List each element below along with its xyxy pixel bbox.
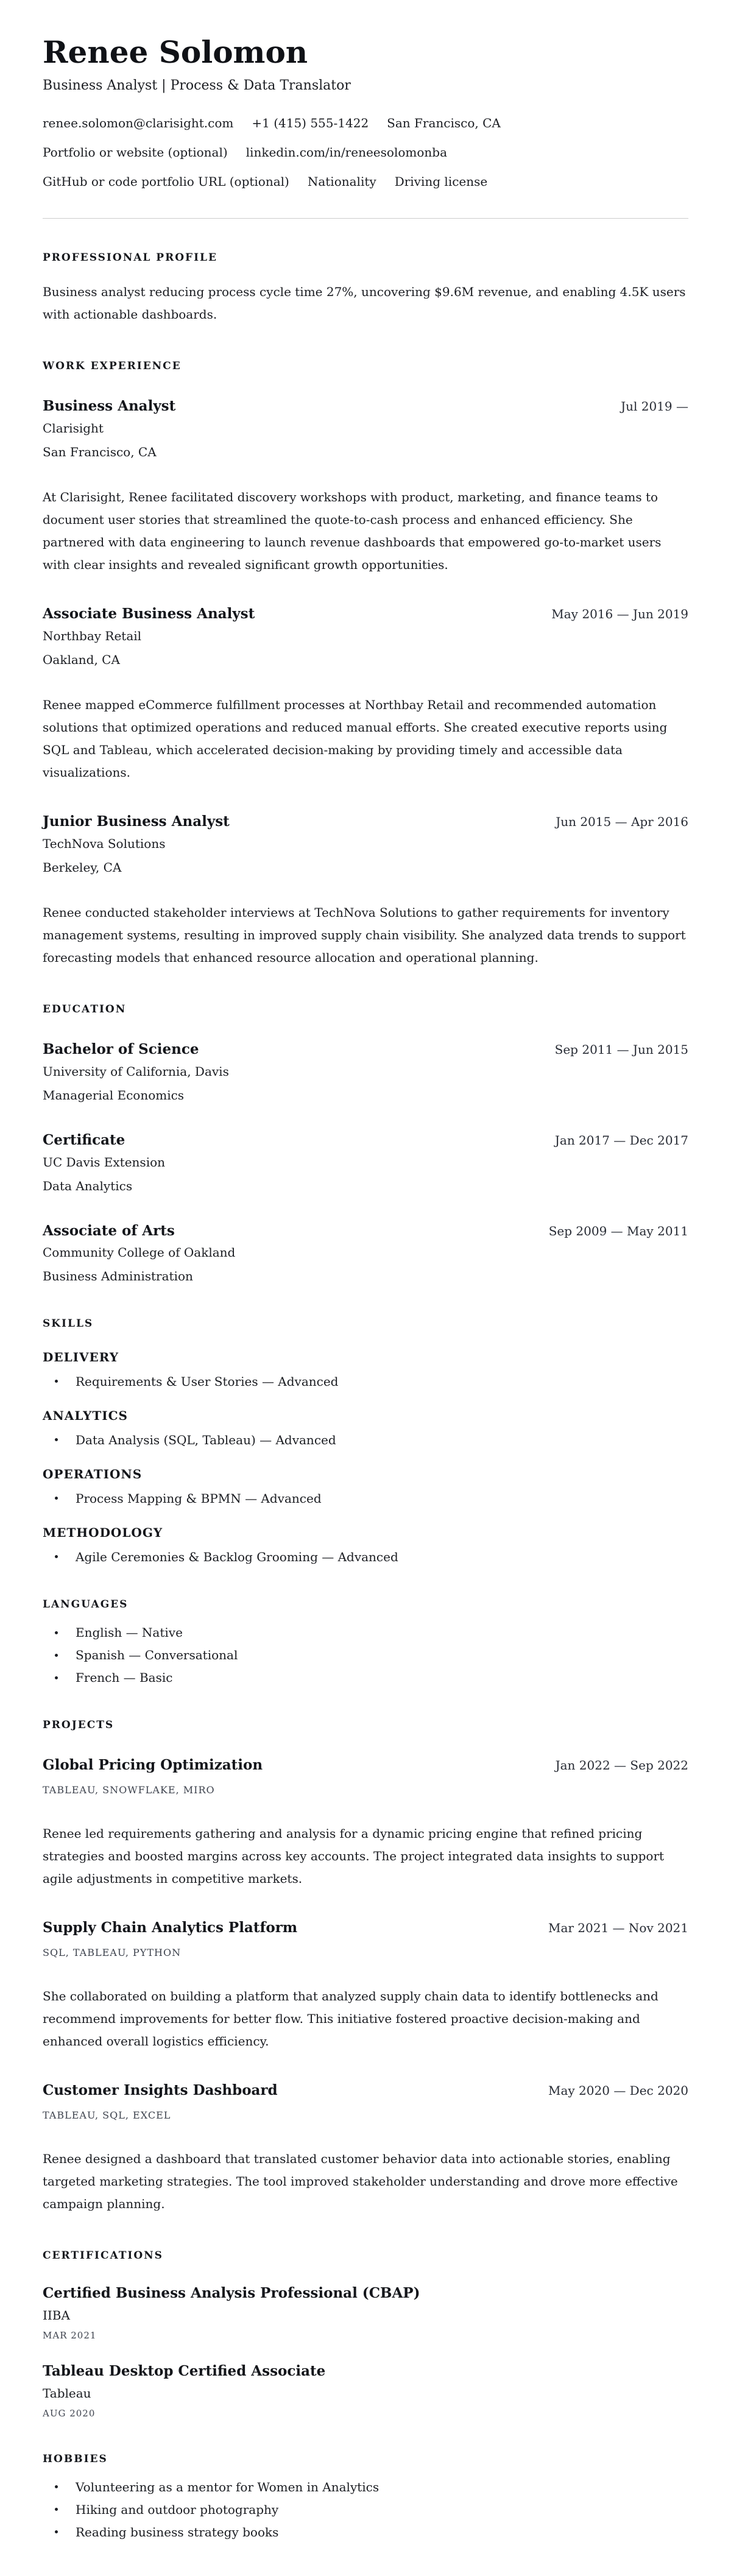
hobby-item <box>43 2525 688 2539</box>
contact-github: GitHub or code portfolio URL (optional) <box>43 174 289 189</box>
hobby-item <box>43 2480 688 2494</box>
contact-portfolio: Portfolio or website (optional) <box>43 144 228 160</box>
project-description: She collaborated on building a platform that analyzed supply chain data to identify bottlenecks and recommend improvements for better flow. This initiative fostered proactive decision-making and enhanced overall logistics efficiency. <box>43 1988 659 2048</box>
skill-group-name: ANALYTICS <box>43 1408 128 1423</box>
language-item-label: French — Basic <box>76 1670 173 1685</box>
education-entry <box>43 1041 688 1103</box>
skill-item <box>43 1491 688 1506</box>
degree-title: Bachelor of Science <box>43 1041 199 1058</box>
work-entry <box>43 398 688 576</box>
section-heading-languages: LANGUAGES <box>43 1598 129 1611</box>
job-description: Renee conducted stakeholder interviews at TechNova Solutions to gather requirements for inventory management systems, resulting in improved supply chain visibility. She analyzed data trends to support forecasting models that enhanced resource allocation and operational planning. <box>43 905 686 965</box>
section-languages <box>43 1598 688 1685</box>
project-tech-stack: TABLEAU, SNOWFLAKE, MIRO <box>43 1784 215 1796</box>
section-heading-education: EDUCATION <box>43 1003 127 1015</box>
section-heading-work-experience: WORK EXPERIENCE <box>43 359 182 372</box>
bullet-icon <box>55 2530 58 2533</box>
project-description: Renee led requirements gathering and analysis for a dynamic pricing engine that refined pricing strategies and boosted margins across key accounts. The project integrated data insights to support agile adjustments in competitive markets. <box>43 1826 665 1886</box>
project-entry <box>43 2082 688 2215</box>
certification-issuer: IIBA <box>43 2307 70 2323</box>
education-entry-head <box>43 1041 688 1059</box>
job-company: TechNova Solutions <box>43 836 166 851</box>
hobby-list <box>43 2480 688 2539</box>
section-heading-projects: PROJECTS <box>43 1719 115 1732</box>
education-dates: Sep 2011 — Jun 2015 <box>554 1042 688 1057</box>
project-entry <box>43 1919 688 2053</box>
job-company: Northbay Retail <box>43 628 142 643</box>
skill-list <box>43 1374 688 1389</box>
bullet-icon <box>55 1555 58 1558</box>
work-entry <box>43 605 688 784</box>
project-dates: May 2020 — Dec 2020 <box>548 2083 688 2098</box>
education-dates: Sep 2009 — May 2011 <box>548 1223 688 1238</box>
skill-group <box>43 1350 688 1389</box>
skill-item-label: Requirements & User Stories — Advanced <box>76 1374 339 1389</box>
bullet-icon <box>55 1654 58 1657</box>
school-name: University of California, Davis <box>43 1064 229 1079</box>
contact-nationality: Nationality <box>307 174 376 189</box>
section-education <box>43 1003 688 1284</box>
bullet-icon <box>55 2485 58 2488</box>
section-heading-professional-profile: PROFESSIONAL PROFILE <box>43 251 217 264</box>
skill-item-label: Data Analysis (SQL, Tableau) — Advanced <box>76 1432 336 1447</box>
language-list <box>43 1625 688 1685</box>
section-certifications <box>43 2250 688 2419</box>
bullet-icon <box>55 1438 58 1441</box>
section-work-experience <box>43 360 688 969</box>
section-heading-skills: SKILLS <box>43 1318 94 1330</box>
certification-entry <box>43 2363 688 2419</box>
project-title: Supply Chain Analytics Platform <box>43 1919 298 1936</box>
job-dates: Jul 2019 — <box>621 399 688 414</box>
language-item <box>43 1648 688 1662</box>
skill-group-name: OPERATIONS <box>43 1466 143 1481</box>
skill-list <box>43 1550 688 1564</box>
work-entry-head <box>43 605 688 623</box>
job-description: Renee mapped eCommerce fulfillment processes at Northbay Retail and recommended automation solutions that optimized operations and reduced manual efforts. She created executive reports using SQL and Tableau, which accelerated decision-making by providing timely and accessible data visualizations. <box>43 697 668 780</box>
job-description: At Clarisight, Renee facilitated discovery workshops with product, marketing, and finance teams to document user stories that streamlined the quote-to-cash process and enhanced efficiency. She partnered with data engineering to launch revenue dashboards that empowered go-to-market users with clear insights and revealed significant growth opportunities. <box>43 490 662 573</box>
education-entry-head <box>43 1223 688 1240</box>
certification-title: Certified Business Analysis Professional (CBAP) <box>43 2285 420 2302</box>
section-skills <box>43 1318 688 1564</box>
degree-title: Associate of Arts <box>43 1222 175 1239</box>
education-entry-head <box>43 1132 688 1149</box>
project-dates: Jan 2022 — Sep 2022 <box>555 1758 688 1773</box>
certification-issuer: Tableau <box>43 2385 91 2401</box>
hobby-item-label: Hiking and outdoor photography <box>76 2502 279 2517</box>
resume-header <box>43 35 688 219</box>
certification-date: AUG 2020 <box>43 2407 96 2419</box>
contact-row <box>43 145 688 160</box>
project-dates: Mar 2021 — Nov 2021 <box>548 1921 688 1936</box>
project-title: Customer Insights Dashboard <box>43 2081 278 2098</box>
header-divider <box>43 218 688 219</box>
certification-entry <box>43 2285 688 2341</box>
field-of-study: Managerial Economics <box>43 1087 185 1103</box>
education-entry <box>43 1132 688 1193</box>
job-title: Associate Business Analyst <box>43 605 255 623</box>
contact-row <box>43 174 688 189</box>
job-dates: Jun 2015 — Apr 2016 <box>556 814 688 829</box>
skill-item-label: Agile Ceremonies & Backlog Grooming — Advanced <box>76 1549 398 1564</box>
certification-date: MAR 2021 <box>43 2329 97 2341</box>
project-entry <box>43 1757 688 1890</box>
school-name: Community College of Oakland <box>43 1245 236 1260</box>
contact-linkedin: linkedin.com/in/reneesolomonba <box>245 144 447 160</box>
contact-phone: +1 (415) 555-1422 <box>252 115 369 130</box>
education-dates: Jan 2017 — Dec 2017 <box>554 1132 688 1148</box>
skill-group-name: METHODOLOGY <box>43 1525 163 1540</box>
hobby-item <box>43 2502 688 2517</box>
work-entry <box>43 813 688 969</box>
project-title: Global Pricing Optimization <box>43 1757 263 1774</box>
section-heading-certifications: CERTIFICATIONS <box>43 2249 163 2262</box>
profile-summary: Business analyst reducing process cycle time 27%, uncovering $9.6M revenue, and enabling 4.5K users with actionable dashboards. <box>43 284 686 322</box>
skill-item <box>43 1433 688 1447</box>
job-dates: May 2016 — Jun 2019 <box>551 607 688 622</box>
skill-item <box>43 1550 688 1564</box>
language-item <box>43 1670 688 1685</box>
work-entry-head <box>43 813 688 831</box>
contact-block <box>43 116 688 189</box>
project-entry-head <box>43 1757 688 1774</box>
language-item-label: English — Native <box>76 1625 183 1640</box>
skill-item-label: Process Mapping & BPMN — Advanced <box>76 1491 322 1506</box>
project-description: Renee designed a dashboard that translated customer behavior data into actionable stories, enabling targeted marketing strategies. The tool improved stakeholder understanding and drove more effective campaign planning. <box>43 2151 678 2211</box>
section-projects <box>43 1719 688 2215</box>
project-tech-stack: SQL, TABLEAU, PYTHON <box>43 1946 182 1958</box>
hobby-item-label: Reading business strategy books <box>76 2524 279 2539</box>
bullet-icon <box>55 1676 58 1679</box>
bullet-icon <box>55 2508 58 2511</box>
candidate-title: Business Analyst | Process & Data Translator <box>43 78 351 93</box>
job-title: Business Analyst <box>43 398 176 415</box>
section-heading-hobbies: HOBBIES <box>43 2452 108 2465</box>
project-entry-head <box>43 1919 688 1937</box>
education-entry <box>43 1223 688 1284</box>
field-of-study: Data Analytics <box>43 1178 133 1193</box>
candidate-name: Renee Solomon <box>43 34 308 70</box>
skill-group-name: DELIVERY <box>43 1349 119 1364</box>
language-item-label: Spanish — Conversational <box>76 1648 238 1663</box>
skill-group <box>43 1467 688 1506</box>
contact-row <box>43 116 688 130</box>
contact-location: San Francisco, CA <box>387 115 501 130</box>
job-title: Junior Business Analyst <box>43 813 230 830</box>
bullet-icon <box>55 1380 58 1383</box>
hobby-item-label: Volunteering as a mentor for Women in Analytics <box>76 2479 380 2494</box>
skill-list <box>43 1491 688 1506</box>
contact-email: renee.solomon@clarisight.com <box>43 115 234 130</box>
section-hobbies <box>43 2453 688 2539</box>
school-name: UC Davis Extension <box>43 1154 166 1170</box>
job-location: San Francisco, CA <box>43 445 157 460</box>
language-item <box>43 1625 688 1640</box>
job-company: Clarisight <box>43 421 104 436</box>
field-of-study: Business Administration <box>43 1269 193 1284</box>
section-professional-profile <box>43 252 688 326</box>
work-entry-head <box>43 398 688 415</box>
skill-list <box>43 1433 688 1447</box>
degree-title: Certificate <box>43 1131 125 1148</box>
bullet-icon <box>55 1497 58 1500</box>
job-location: Oakland, CA <box>43 652 120 667</box>
skill-item <box>43 1374 688 1389</box>
job-location: Berkeley, CA <box>43 859 122 875</box>
contact-driving-license: Driving license <box>394 174 488 189</box>
project-entry-head <box>43 2082 688 2100</box>
certification-title: Tableau Desktop Certified Associate <box>43 2362 326 2379</box>
bullet-icon <box>55 1631 58 1634</box>
skill-group <box>43 1408 688 1447</box>
skill-group <box>43 1525 688 1564</box>
project-tech-stack: TABLEAU, SQL, EXCEL <box>43 2109 171 2121</box>
